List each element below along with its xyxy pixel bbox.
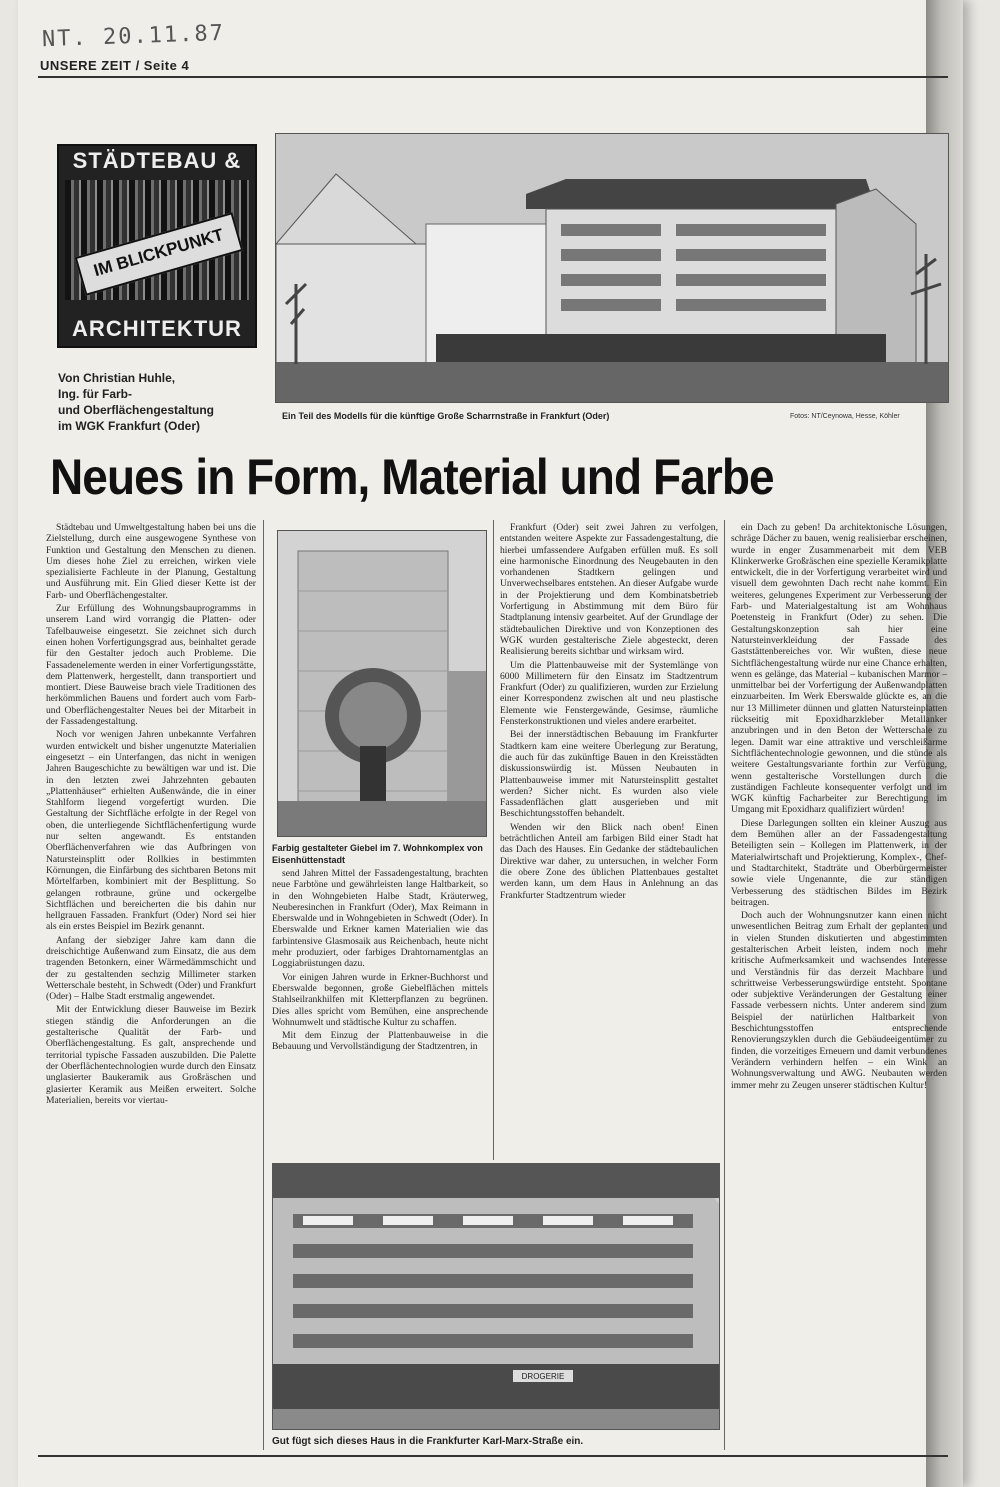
gable-mural-image [278,531,486,836]
top-photo-caption: Ein Teil des Modells für die künftige Große Scharrnstraße in Frankfurt (Oder) [282,411,610,421]
column-rule [493,520,494,1160]
paragraph: Wenden wir den Blick nach oben! Einen beträchtlichen Anteil am farbigen Bild einer Stadt hat das Dach des Hauses. Ein Gedanke der städtebaulichen Direktive war daher, zu untersuchen, in welcher Form die obere Zone des üblichen Plattenbaues gestaltet werden kann, um dem Haus in Anlehnung an das Frankfurter Stadtzentrum wieder [500,821,718,901]
gable-photo-caption: Farbig gestalteter Giebel im 7. Wohnkomplex von Eisenhüttenstadt [272,843,483,865]
paragraph: Vor einigen Jahren wurde in Erkner-Buchhorst und Eberswalde begonnen, große Giebelflächen mittels Stahlseilrankhilfen mit Kletterpflanzen zu begrünen. Dies alles spricht vom Bemühen, eine ansprechende Wohnumwelt und städtische Kultur zu schaffen. [272,971,488,1028]
handwritten-date: NT. 20.11.87 [41,20,226,53]
column-rule [263,520,264,1450]
paragraph: Anfang der siebziger Jahre kam dann die dreischichtige Außenwand zum Einsatz, die aus dem tragenden Betonkern, einer Wärmedämmschicht und der zu gestaltenden sechzig Millimeter starken Wetterschale besteht, in Schwedt (Oder) und Frankfurt (Oder) – Halbe Stadt erstmalig angewendet. [46,934,256,1003]
gable-photo [277,530,487,837]
paragraph: Mit der Entwicklung dieser Bauweise im Bezirk stiegen ständig die Anforderungen an die gestalterische Qualität der Farb- und Oberflächengestaltung. Es galt, ansprechende und territorial typische Fassaden auszubilden. Die Palette der Oberflächentechnologien wurde durch den Einsatz unglasierter Baukeramik aus Großräschen und glasierter Keramik aus Meißen erweitert. Solche Materialien, bereits vor viertau- [46,1004,256,1106]
byline-line: Von Christian Huhle, [58,371,176,385]
paragraph: Zur Erfüllung des Wohnungsbauprogramms in unserem Land wird vorrangig die Platten- oder Tafelbauweise eingesetzt. Sie zeichnet sich durch einen hohen Vorfertigungsgrad aus, beinhaltet gerade für den Gestalter jedoch auch Probleme. Die Fassadenelemente werden in einer Vorfertigungsstätte, dem Plattenwerk, hergestellt, dann transportiert und montiert. Diese Bauweise brach viele Traditionen des herkömmlichen Bauens und fordert auch vom Farb- und Oberflächengestalter Neues bei der Mitarbeit in der Fassadengestaltung. [46,603,256,728]
bottom-photo-building [272,1163,720,1430]
paragraph: Doch auch der Wohnungsnutzer kann einen nicht unwesentlichen Beitrag zum Erhalt der geplanten und in vielen Stunden diskutierten und abgestimmten gestalterischen Arbeit leisten, indem noch mehr kritische Aufmerksamkeit und wachsendes Interesse und Verständnis für das derzeit Machbare und schrittweise Verbesserungswürdige entsteht. Spontane oder subjektive Veränderungen der Gestaltung einer Fassade verbessern nichts. Unter anderem sind zum Beispiel der natürlichen Haltbarkeit von Beschichtungsstoffen entsprechende Renovierungszyklen durch die Gebäudeeigentümer zu finden, die vorzeitiges Erneuern und damit verbundenes Verändern verhindern helfen – ein Wink an Wohnungsverwaltung und AWG. Neubauten werden immer mehr zu Zeugen unserer städtischen Kultur! [731,910,947,1091]
paragraph: Städtebau und Umweltgestaltung haben bei uns die Zielstellung, durch eine ausgewogene Synthese von Funktion und Gestaltung den Menschen zu dienen. Um dieses hohe Ziel zu erreichen, wirken viele spezialisierte Fachleute in der Planung, Gestaltung und Ausführung mit. Ein Glied dieser Kette ist der Farb- und Oberflächengestalter. [46,522,256,601]
logo-top-text: STÄDTEBAU & [72,148,242,173]
model-building-image [276,134,948,402]
paragraph: Diese Darlegungen sollten ein kleiner Auszug aus dem Bemühen aller an der Fassadengestaltung Beteiligten sein – Kollegen im Plattenwerk, in der Materialwirtschaft und Projektierung, Komplex-, Chef- und Stadtarchitekt, Stadträte und Oberbürgermeister sowie viele Ungenannte, die zur ständigen Verbesserung des städtischen Bildes im Bezirk beitragen. [731,817,947,908]
byline-line: und Oberflächengestaltung [58,403,215,417]
article-column-4 [731,522,947,1452]
paragraph: Frankfurt (Oder) seit zwei Jahren zu verfolgen, entstanden weitere Aspekte zur Fassadengestaltung, die hierbei umfassendere Aufgaben erfüllen muß. Es soll eine harmonische Einordnung des Neugebauten in den vorhandenen Stadtkern gelingen und Unverwechselbares entstehen. An dieser Aufgabe wurde in der Projektierung und dem Kombinatsbetrieb Vorfertigung in Abstimmung mit dem Büro für Stadtplanung intensiv gearbeitet. Auf der Grundlage der städtebaulichen Direktive und von Konzeptionen des WGK wurden gestalterische Ziele abgesteckt, deren Realisierung bereits sichtbar und wirksam wird. [500,522,718,658]
article-column-2 [272,868,488,1158]
bottom-photo-caption: Gut fügt sich dieses Haus in die Frankfurter Karl-Marx-Straße ein. [272,1436,584,1447]
paragraph: Um die Plattenbauweise mit der Systemlänge von 6000 Millimetern für den Einsatz im Stadtzentrum Frankfurt (Oder) zu qualifizieren, wurden zur Erzielung einer Korrespondenz zwischen alt und neu plastische Elemente wie Fenstergewände, Gesimse, räumliche Fensterkonstruktionen und vieles andere erarbeitet. [500,659,718,728]
paragraph: send Jahren Mittel der Fassadengestaltung, brachten neue Farbtöne und gewährleisten lange Haltbarkeit, so in den Wohngebieten Halbe Stadt, Kräuterweg, Neuberesinchen in Frankfurt (Oder), Max Reimann in Eberswalde und in Wohngebieten in Schwedt (Oder). In Eberswalde und Erkner kamen Materialien wie das farbintensive Glasmosaik aus Reichenbach, heute nicht mehr produziert, oder farbiges Drahtornamentglas an Loggiabrüstungen dazu. [272,868,488,970]
photo-credit: Fotos: NT/Ceynowa, Hesse, Köhler [790,413,900,420]
shop-sign: DROGERIE [521,1372,565,1381]
karl-marx-strasse-house-image [273,1164,719,1429]
header-rule [38,76,948,78]
byline-line: im WGK Frankfurt (Oder) [58,419,201,433]
footer-rule [38,1455,948,1457]
section-logo [57,144,257,348]
paragraph: Noch vor wenigen Jahren unbekannte Verfahren wurden entwickelt und bisher ungenutzte Materialien eingesetzt – ein Unterfangen, das nicht in wenigen Jahren Baugeschichte zu bewältigen war und ist. Die in den letzten zwei Jahrzehnten gebauten „Plattenhäuser“ erhielten Außenwände, die in einer Stahlform liegend vorgefertigt wurden. Die Gestaltung der Sichtfläche erfolgte in der Regel von oben, die unterliegende Sichtflächenfertigung wurde nur selten angewandt. Es entstanden Oberflächenverfahren wie das Aufbringen von Natursteinsplitt oder Rollkies in bestimmten Körnungen, die Einfärbung des sichtbaren Betons mit Mörtelfarben, kombiniert mit der Besplittung. So gelangen rotbraune, grüne und ockergelbe Sichtflächen und bereicherten die bis dahin nur hellgrauen Fassaden. Frankfurt (Oder) Nord sei hier als ein erstes Beispiel im Bezirk genannt. [46,729,256,933]
article-column-3 [500,522,718,1158]
column-rule [724,520,725,1450]
top-photo-model [275,133,949,403]
article-headline: Neues in Form, Material und Farbe [50,449,774,505]
byline-line: Ing. für Farb- [58,387,132,401]
page-folio: UNSERE ZEIT / Seite 4 [40,58,190,73]
logo-bottom-text: ARCHITEKTUR [72,316,242,341]
logo-stamp: IM BLICKPUNKT [75,212,244,296]
paragraph: ein Dach zu geben! Da architektonische Lösungen, schräge Dächer zu bauen, wenig realisierbar erscheinen, wurde in enger Zusammenarbeit mit dem VEB Klinkerwerke Großräschen eine spezielle Keramikplatte entwickelt, die in der Vorfertigung verarbeitet wird und visuell dem gewohnten Dach recht nahe kommt. Ein weiteres, gelungenes Experiment zur Verbesserung der Farb- und Materialgestaltung ist am Wohnhaus Poetensteig in Frankfurt (Oder) zu sehen. Die Gestaltungskonzeption sah hier eine Natursteinverkleidung der Fassade des Gaststättenbereiches vor. Wir wußten, diese neue Sichtflächengestaltung würde nur eine Chance erhalten, wenn es gelänge, das Material – kubanischen Marmor – unmittelbar bei der Vorfertigung der Außenwandplatten einzuarbeiten. Im Werk Eberswalde glückte es, an die nur 13 Millimeter dünnen und glatten Natursteinplatten rückseitig mit Epoxidharzkleber Metallanker anzubringen und in den Beton der Wetterschale zu legen. Damit war eine attraktive und verschleißarme Sichtflächentechnologie gewonnen, und die stünde als weitere Gestaltungsvariante forthin zur Verfügung, wenn gestalterische Vorstellungen durch die zuständigen Fachleute konsequenter verfolgt und im WGK künftig Facharbeiter zur Berechtigung im Umgang mit Epoxidharz qualifiziert würden! [731,522,947,816]
author-byline [58,370,258,434]
paragraph: Mit dem Einzug der Plattenbauweise in die Bebauung und Vervollständigung der Stadtzentren, in [272,1030,488,1053]
article-column-1 [46,522,256,1452]
paragraph: Bei der innerstädtischen Bebauung im Frankfurter Stadtkern kam eine weitere Überlegung zur Beratung, die auch für das zukünftige Bauen in den Kreisstädten diskussionswürdig ist. Müssen Neubauten in Plattenbauweise immer mit Natursteinsplitt gestaltet werden? Sicher nicht. Es wurden also viele Fassadenflächen glatt ausgerieben und mit Beschichtungsstoffen behandelt. [500,729,718,820]
